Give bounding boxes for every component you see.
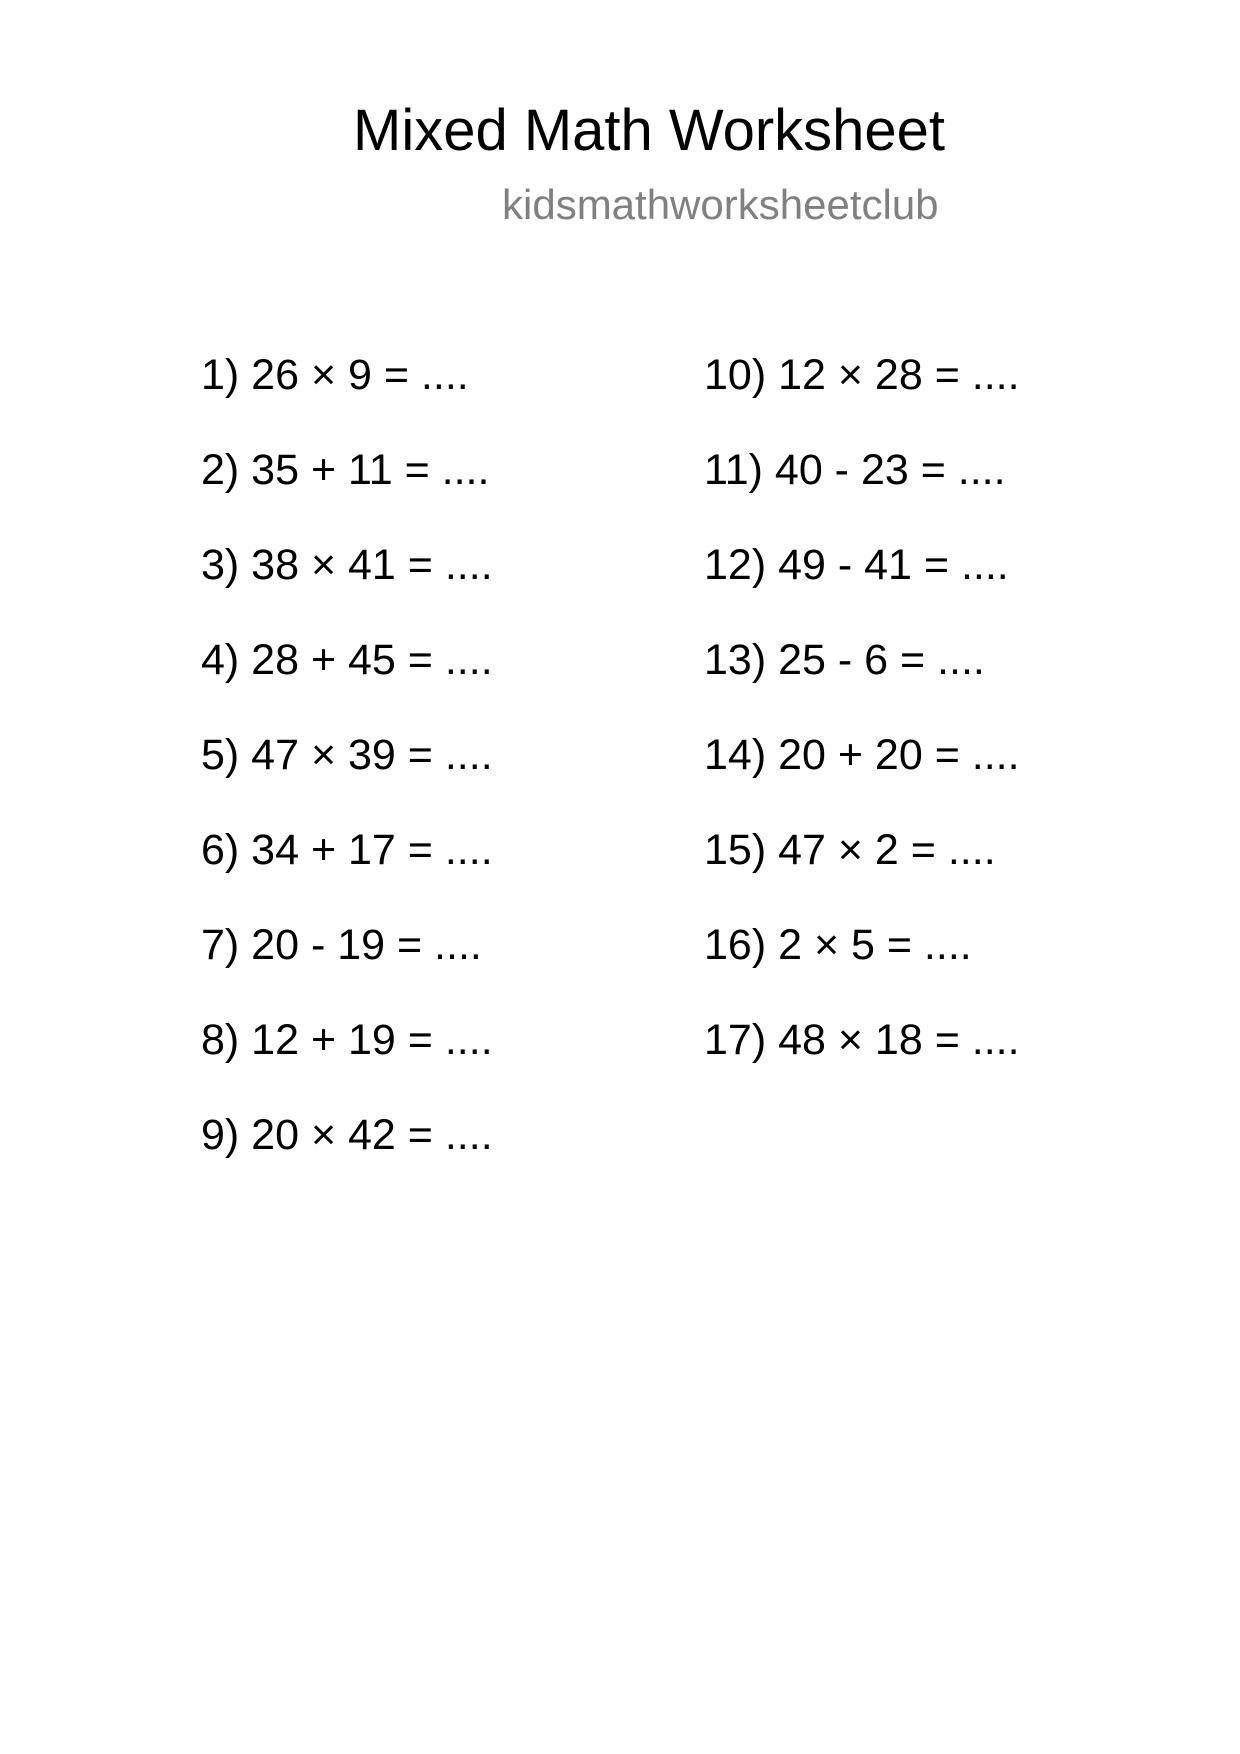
problem-item: 7) 20 - 19 = .... xyxy=(201,921,482,969)
problem-item: 3) 38 × 41 = .... xyxy=(201,541,493,589)
problem-item: 15) 47 × 2 = .... xyxy=(704,826,996,874)
problem-item: 11) 40 - 23 = .... xyxy=(704,446,1006,494)
problem-item: 2) 35 + 11 = .... xyxy=(201,446,490,494)
problem-item: 10) 12 × 28 = .... xyxy=(704,351,1020,399)
page-subtitle: kidsmathworksheetclub xyxy=(502,181,939,228)
problem-list-right xyxy=(704,350,1020,1110)
problem-item: 9) 20 × 42 = .... xyxy=(201,1111,493,1159)
page-title: Mixed Math Worksheet xyxy=(353,98,946,163)
problem-item: 8) 12 + 19 = .... xyxy=(201,1016,493,1064)
problem-item: 12) 49 - 41 = .... xyxy=(704,541,1009,589)
problem-item: 16) 2 × 5 = .... xyxy=(704,921,972,969)
problem-list-left xyxy=(201,350,493,1205)
problem-item: 13) 25 - 6 = .... xyxy=(704,636,985,684)
problem-item: 5) 47 × 39 = .... xyxy=(201,731,493,779)
problem-item: 4) 28 + 45 = .... xyxy=(201,636,493,684)
problem-item: 17) 48 × 18 = .... xyxy=(704,1016,1020,1064)
problem-item: 14) 20 + 20 = .... xyxy=(704,731,1020,779)
problem-item: 1) 26 × 9 = .... xyxy=(201,351,469,399)
problem-item: 6) 34 + 17 = .... xyxy=(201,826,493,874)
